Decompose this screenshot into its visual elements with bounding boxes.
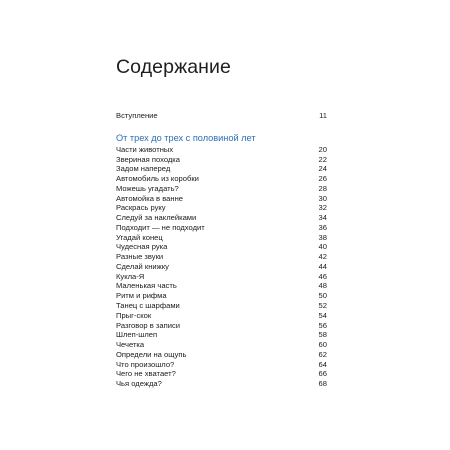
toc-entry-page: 46	[318, 271, 327, 281]
toc-entry-page: 44	[318, 261, 327, 271]
toc-entry-page: 34	[318, 213, 327, 223]
toc-entry-page: 48	[318, 281, 327, 291]
toc-entry-label: Ритм и рифма	[116, 291, 167, 301]
toc-entry[interactable]	[116, 340, 327, 350]
toc-entry-page: 38	[318, 232, 327, 242]
toc-entry[interactable]	[116, 301, 327, 311]
toc-entry[interactable]	[116, 291, 327, 301]
toc-entry-label: Автомойка в ванне	[116, 193, 183, 203]
toc-entry[interactable]	[116, 164, 327, 174]
toc-entry-label: Шлеп-шлеп	[116, 330, 158, 340]
toc-entry[interactable]	[116, 242, 327, 252]
toc-entry[interactable]	[116, 223, 327, 233]
toc-entry-label: Чудесная рука	[116, 242, 168, 252]
toc-entry-page: 58	[318, 330, 327, 340]
toc-entry-label: Угадай конец	[116, 232, 163, 242]
toc-entry-page: 22	[318, 154, 327, 164]
toc-entry-page: 54	[318, 310, 327, 320]
toc-entry[interactable]	[116, 213, 327, 223]
toc-entry-label: Чья одежда?	[116, 379, 162, 389]
toc-entry-label: Разные звуки	[116, 252, 164, 262]
toc-entry-page: 62	[318, 349, 327, 359]
toc-entry-page: 50	[318, 291, 327, 301]
toc-entry-page: 60	[318, 340, 327, 350]
toc-entry-label: Можешь угадать?	[116, 183, 179, 193]
toc-entry[interactable]	[116, 311, 327, 321]
toc-entry-label: Кукла-Я	[116, 271, 145, 281]
toc-entry[interactable]	[116, 262, 327, 272]
toc-entry-page: 64	[318, 359, 327, 369]
toc-entry-page: 30	[318, 193, 327, 203]
toc-entry-page: 42	[318, 252, 327, 262]
toc-entry[interactable]	[116, 321, 327, 331]
toc-entry-label: Определи на ощупь	[116, 349, 187, 359]
page-title: Содержание	[116, 56, 231, 79]
toc-entry-page: 68	[318, 379, 327, 389]
toc-entry[interactable]	[116, 194, 327, 204]
toc-entry[interactable]	[116, 203, 327, 213]
toc-entry-label: Звериная походка	[116, 154, 181, 164]
toc-entry[interactable]	[116, 369, 327, 379]
toc-entry-label: Подходит — не подходит	[116, 222, 205, 232]
toc-entry-label: Маленькая часть	[116, 281, 177, 291]
toc-entry[interactable]	[116, 252, 327, 262]
toc-entry-page: 24	[318, 164, 327, 174]
toc-entry-label: Чего не хватает?	[116, 369, 176, 379]
toc-entry[interactable]	[116, 145, 327, 155]
toc-entry[interactable]	[116, 233, 327, 243]
toc-entry-page: 26	[318, 174, 327, 184]
toc-entry-page: 20	[318, 144, 327, 154]
toc-entry-label: Танец с шарфами	[116, 301, 180, 311]
toc-entry-page: 36	[318, 222, 327, 232]
toc-entry-page: 40	[318, 242, 327, 252]
toc-entry-page: 56	[318, 320, 327, 330]
toc-entry[interactable]	[116, 174, 327, 184]
toc-entry[interactable]	[116, 155, 327, 165]
toc-entry-label: Части животных	[116, 144, 174, 154]
toc-entry-label: Сделай книжку	[116, 261, 169, 271]
toc-entry-page: 11	[319, 111, 327, 120]
table-of-contents	[116, 111, 327, 389]
toc-entry-label: Разговор в записи	[116, 320, 181, 330]
toc-entry[interactable]	[116, 281, 327, 291]
toc-entry-label: Вступление	[116, 111, 158, 120]
toc-entry-intro[interactable]	[116, 111, 327, 121]
section-heading[interactable]: От трех до трех с половиной лет	[116, 132, 256, 143]
toc-item-list	[116, 145, 327, 389]
toc-entry-page: 52	[318, 301, 327, 311]
toc-entry-page: 32	[318, 203, 327, 213]
toc-entry-label: Прыг-скок	[116, 310, 152, 320]
toc-entry[interactable]	[116, 184, 327, 194]
toc-entry[interactable]	[116, 350, 327, 360]
toc-entry[interactable]	[116, 272, 327, 282]
toc-entry[interactable]	[116, 330, 327, 340]
toc-entry-label: Чечетка	[116, 340, 145, 350]
toc-entry-page: 66	[318, 369, 327, 379]
toc-entry-label: Следуй за наклейками	[116, 213, 197, 223]
toc-entry-label: Задом наперед	[116, 164, 171, 174]
toc-entry[interactable]	[116, 379, 327, 389]
toc-entry[interactable]	[116, 360, 327, 370]
toc-entry-label: Автомобиль из коробки	[116, 174, 199, 184]
toc-entry-label: Раскрась руку	[116, 203, 166, 213]
toc-entry-page: 28	[318, 183, 327, 193]
toc-entry-label: Что произошло?	[116, 359, 175, 369]
